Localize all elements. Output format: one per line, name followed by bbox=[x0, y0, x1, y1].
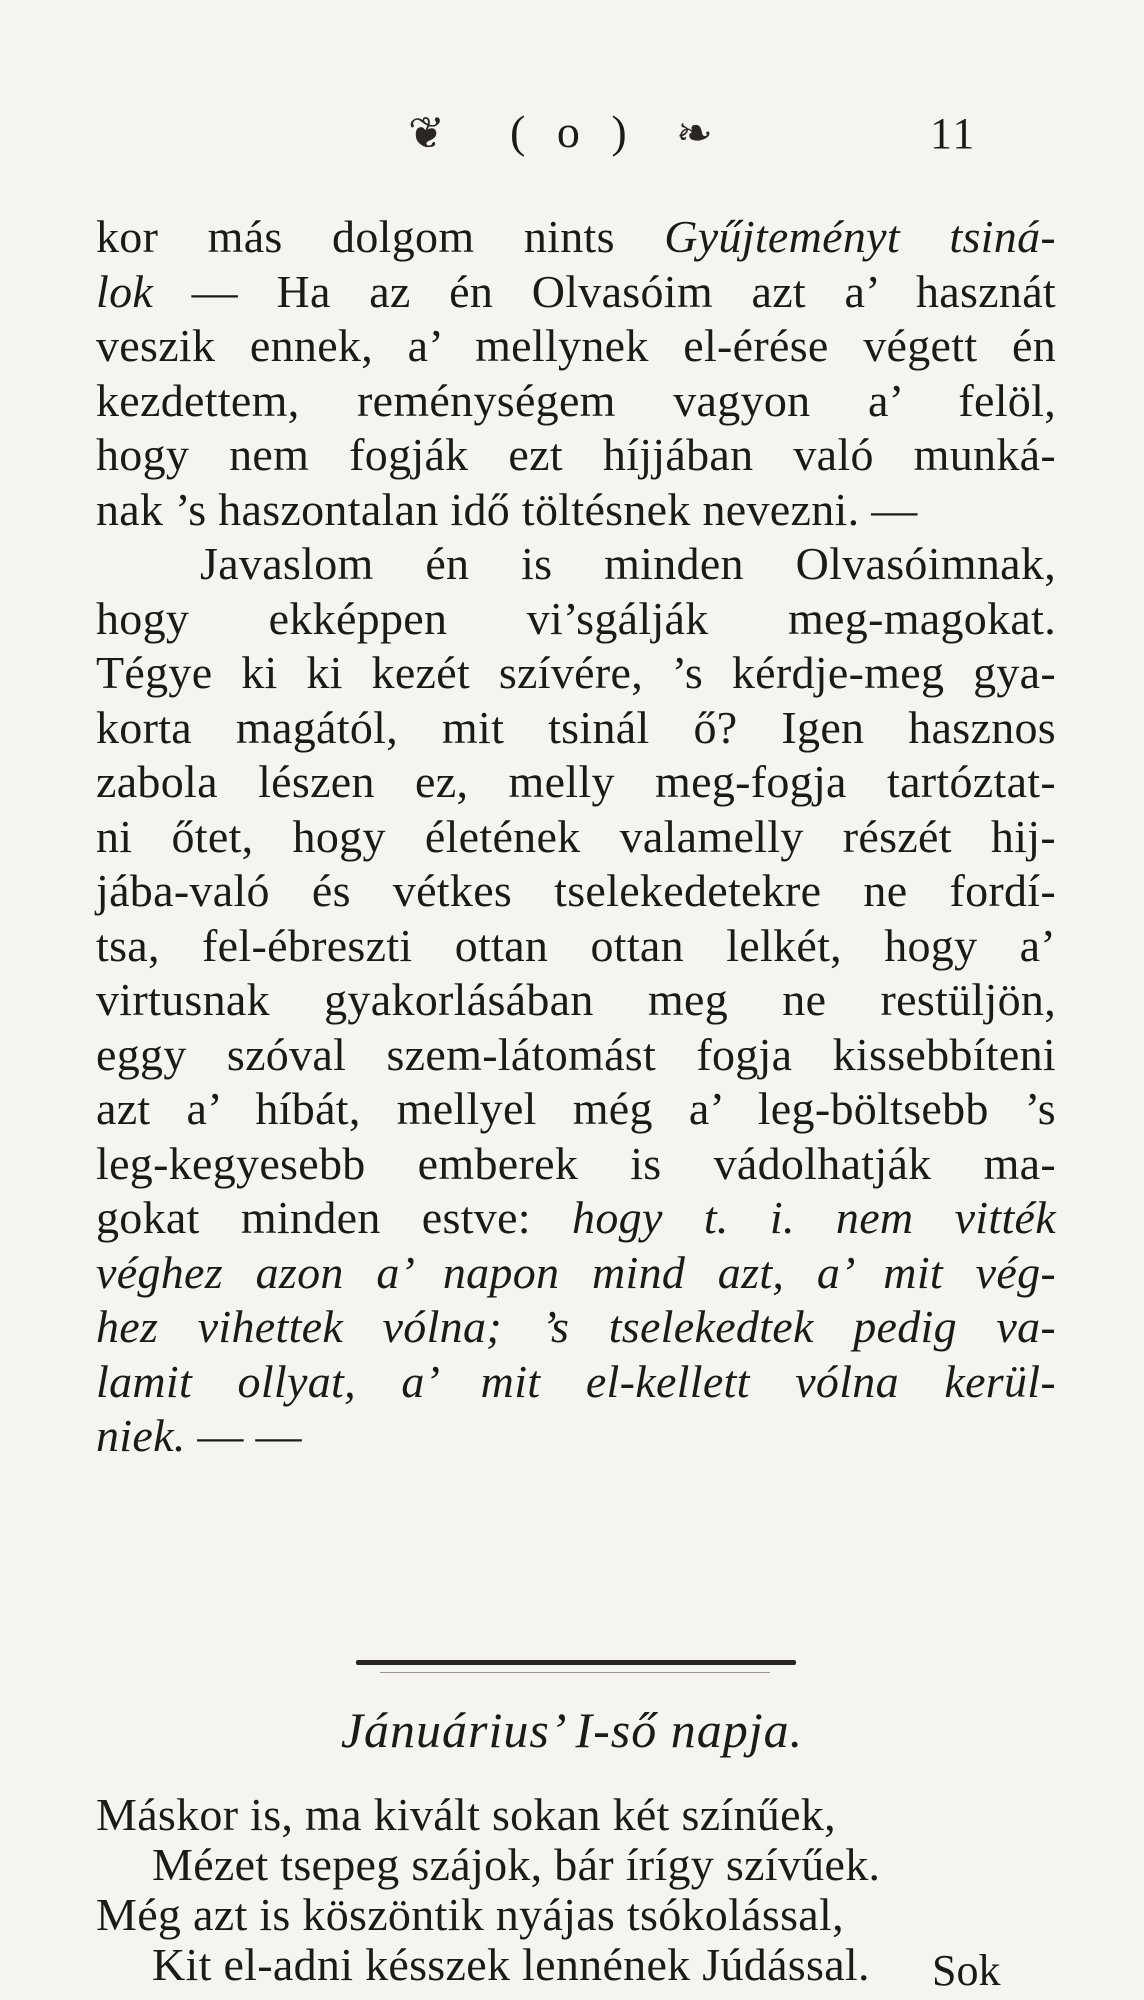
running-header bbox=[0, 100, 1144, 170]
text-line bbox=[96, 428, 1056, 483]
text-line bbox=[96, 1246, 1056, 1301]
text-line bbox=[96, 755, 1056, 810]
text-line bbox=[96, 483, 1056, 538]
verse-line: Még azt is köszöntik nyájas tsókolással, bbox=[96, 1889, 844, 1940]
roman-text: tsa, fel-ébreszti ottan ottan lelkét, hogy a’ bbox=[96, 919, 1056, 971]
page-marker: ( o ) bbox=[510, 106, 637, 157]
roman-text: jába-való és vétkes tselekedetekre ne fordí- bbox=[96, 865, 1056, 916]
catchword: Sok bbox=[932, 1946, 1001, 1995]
verse-line: Máskor is, ma kivált sokan két színűek, bbox=[96, 1789, 836, 1840]
text-line bbox=[96, 1355, 1056, 1410]
roman-text: — Ha az én Olvasóim azt a’ hasznát bbox=[153, 265, 1056, 317]
italic-text: hogy t. i. nem vitték bbox=[572, 1192, 1056, 1243]
roman-text: gokat minden estve: bbox=[96, 1192, 573, 1243]
text-line bbox=[96, 537, 1056, 592]
roman-text: hogy nem fogják ezt híjjában való munká- bbox=[96, 429, 1056, 480]
roman-text: kezdettem, reménységem vagyon a’ felöl, bbox=[96, 374, 1056, 426]
italic-text: lamit ollyat, a’ mit el-kellett vólna kerül- bbox=[96, 1355, 1056, 1407]
roman-text: eggy szóval szem-látomást fogja kissebbíteni bbox=[96, 1028, 1056, 1080]
section-divider bbox=[356, 1660, 796, 1665]
text-line bbox=[96, 1409, 1056, 1464]
roman-text: leg-kegyesebb emberek is vádolhatják ma- bbox=[96, 1137, 1056, 1189]
section-divider-shadow bbox=[380, 1672, 770, 1673]
text-line bbox=[96, 1082, 1056, 1137]
roman-text: — — bbox=[185, 1410, 302, 1461]
text-line bbox=[96, 864, 1056, 919]
roman-text: ni őtet, hogy életének valamelly részét hij- bbox=[96, 810, 1056, 862]
text-line bbox=[96, 1300, 1056, 1355]
text-line bbox=[96, 265, 1056, 320]
text-line bbox=[96, 1137, 1056, 1192]
verse-line: Mézet tsepeg szájok, bár írígy szívűek. bbox=[152, 1839, 881, 1890]
italic-text: véghez azon a’ napon mind azt, a’ mit vég- bbox=[96, 1246, 1056, 1298]
text-line bbox=[96, 319, 1056, 374]
section-heading: Jánuárius’ I-ső napja. bbox=[340, 1702, 804, 1758]
roman-text: hogy ekképpen vi’sgálják meg-magokat. bbox=[96, 592, 1056, 644]
floral-ornament-icon: ❦ bbox=[408, 109, 445, 158]
text-line bbox=[96, 374, 1056, 429]
text-line bbox=[96, 1191, 1056, 1246]
text-line bbox=[96, 919, 1056, 974]
roman-text: azt a’ híbát, mellyel még a’ leg-böltsebb ’s bbox=[96, 1083, 1056, 1134]
roman-text: veszik ennek, a’ mellynek el-érése végett én bbox=[96, 320, 1056, 371]
verse-block bbox=[96, 1790, 1056, 1990]
text-line bbox=[96, 973, 1056, 1028]
roman-text: Tégye ki ki kezét szívére, ’s kérdje-meg gya- bbox=[96, 647, 1056, 698]
italic-text: Gyűjteményt tsiná- bbox=[664, 211, 1056, 262]
text-line bbox=[96, 1028, 1056, 1083]
roman-text: virtusnak gyakorlásában meg ne restüljön, bbox=[96, 974, 1056, 1025]
roman-text: Javaslom én is minden Olvasóimnak, bbox=[200, 538, 1056, 589]
text-line bbox=[96, 646, 1056, 701]
roman-text: zabola lészen ez, melly meg-fogja tartóztat- bbox=[96, 756, 1056, 807]
text-line bbox=[96, 210, 1056, 265]
roman-text: korta magától, mit tsinál ő? Igen hasznos bbox=[96, 701, 1056, 753]
text-line bbox=[96, 701, 1056, 756]
body-text bbox=[96, 210, 1056, 1464]
italic-text: hez vihettek vólna; ’s tselekedtek pedig va- bbox=[96, 1301, 1056, 1352]
page-number: 11 bbox=[930, 109, 977, 158]
verse-line: Kit el-adni késszek lennének Júdással. bbox=[152, 1939, 870, 1990]
text-line bbox=[96, 810, 1056, 865]
roman-text: nak ’s haszontalan idő töltésnek nevezni. — bbox=[96, 483, 918, 535]
roman-text: kor más dolgom nints bbox=[96, 211, 665, 262]
text-line bbox=[96, 592, 1056, 647]
italic-text: lok bbox=[96, 265, 154, 317]
italic-text: niek. bbox=[96, 1410, 186, 1461]
floral-ornament-icon: ❧ bbox=[676, 109, 713, 158]
